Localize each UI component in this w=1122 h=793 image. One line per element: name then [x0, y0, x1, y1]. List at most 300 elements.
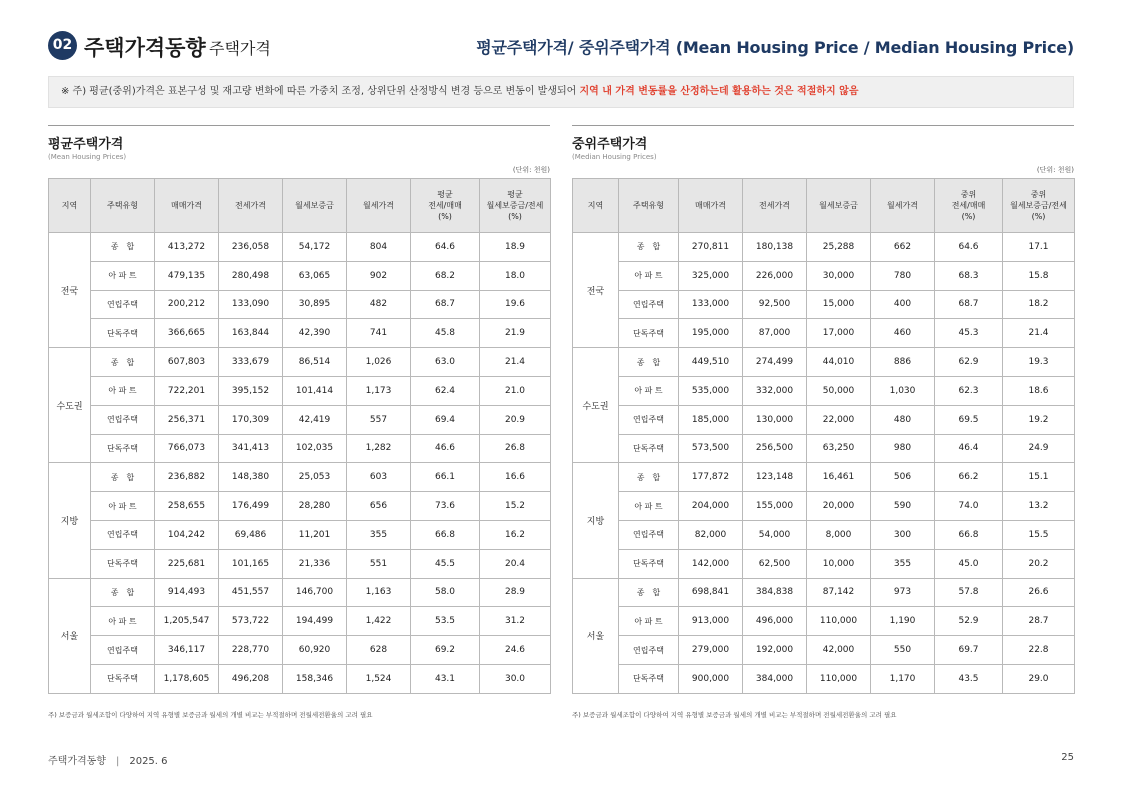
value-cell: 480	[871, 405, 935, 434]
value-cell: 74.0	[935, 492, 1003, 521]
value-cell: 66.1	[411, 463, 480, 492]
value-cell: 19.2	[1003, 405, 1075, 434]
value-cell: 451,557	[219, 578, 283, 607]
unit-label: (단위: 천원)	[512, 166, 550, 174]
section-number-badge: 02	[48, 31, 77, 60]
panel-divider	[572, 125, 1074, 126]
column-header: 월세가격	[871, 179, 935, 233]
value-cell: 19.3	[1003, 348, 1075, 377]
value-cell: 279,000	[679, 636, 743, 665]
value-cell: 53.5	[411, 607, 480, 636]
value-cell: 15.2	[480, 492, 551, 521]
mean-price-panel	[48, 125, 550, 694]
value-cell: 155,000	[743, 492, 807, 521]
value-cell: 87,000	[743, 319, 807, 348]
value-cell: 66.8	[935, 520, 1003, 549]
region-cell: 전국	[573, 233, 619, 348]
housing-type-cell: 종 합	[619, 463, 679, 492]
value-cell: 69.5	[935, 405, 1003, 434]
value-cell: 973	[871, 578, 935, 607]
table-row	[573, 376, 1075, 405]
value-cell: 804	[347, 233, 411, 262]
value-cell: 86,514	[283, 348, 347, 377]
table-row	[49, 434, 551, 463]
housing-type-cell: 종 합	[619, 233, 679, 262]
value-cell: 914,493	[155, 578, 219, 607]
value-cell: 1,026	[347, 348, 411, 377]
value-cell: 68.3	[935, 261, 1003, 290]
housing-type-cell: 종 합	[91, 233, 155, 262]
value-cell: 63,250	[807, 434, 871, 463]
value-cell: 58.0	[411, 578, 480, 607]
value-cell: 226,000	[743, 261, 807, 290]
housing-type-cell: 단독주택	[91, 319, 155, 348]
region-cell: 서울	[573, 578, 619, 693]
value-cell: 1,282	[347, 434, 411, 463]
table-row	[573, 549, 1075, 578]
value-cell: 204,000	[679, 492, 743, 521]
column-header: 매매가격	[679, 179, 743, 233]
value-cell: 45.5	[411, 549, 480, 578]
table-row	[49, 319, 551, 348]
value-cell: 902	[347, 261, 411, 290]
value-cell: 69,486	[219, 520, 283, 549]
value-cell: 26.8	[480, 434, 551, 463]
value-cell: 133,000	[679, 290, 743, 319]
value-cell: 496,208	[219, 664, 283, 693]
value-cell: 92,500	[743, 290, 807, 319]
value-cell: 69.2	[411, 636, 480, 665]
value-cell: 43.1	[411, 664, 480, 693]
column-header: 주택유형	[619, 179, 679, 233]
table-footnote: 주) 보증금과 월세조합이 다양하여 지역 유형별 보증금과 월세의 개별 비교는 부적절하며 전월세전환율의 고려 필요	[48, 711, 373, 719]
value-cell: 980	[871, 434, 935, 463]
table-row	[573, 607, 1075, 636]
table-row	[573, 348, 1075, 377]
column-header: 평균 월세보증금/전세 (%)	[480, 179, 551, 233]
page-footer	[48, 752, 168, 767]
table-row	[573, 636, 1075, 665]
table-row	[49, 492, 551, 521]
value-cell: 15.5	[1003, 520, 1075, 549]
page-header	[48, 28, 1074, 64]
value-cell: 20,000	[807, 492, 871, 521]
housing-type-cell: 아 파 트	[91, 492, 155, 521]
value-cell: 16.6	[480, 463, 551, 492]
value-cell: 130,000	[743, 405, 807, 434]
value-cell: 10,000	[807, 549, 871, 578]
housing-type-cell: 연립주택	[619, 405, 679, 434]
median-price-table	[572, 178, 1075, 694]
value-cell: 21.0	[480, 376, 551, 405]
table-body	[573, 233, 1075, 694]
value-cell: 900,000	[679, 664, 743, 693]
value-cell: 82,000	[679, 520, 743, 549]
value-cell: 1,524	[347, 664, 411, 693]
housing-type-cell: 아 파 트	[619, 261, 679, 290]
value-cell: 123,148	[743, 463, 807, 492]
value-cell: 557	[347, 405, 411, 434]
value-cell: 395,152	[219, 376, 283, 405]
value-cell: 256,500	[743, 434, 807, 463]
table-row	[49, 233, 551, 262]
table-title: 평균주택가격	[48, 137, 124, 152]
value-cell: 146,700	[283, 578, 347, 607]
value-cell: 101,165	[219, 549, 283, 578]
value-cell: 102,035	[283, 434, 347, 463]
value-cell: 50,000	[807, 376, 871, 405]
value-cell: 1,422	[347, 607, 411, 636]
value-cell: 1,163	[347, 578, 411, 607]
value-cell: 25,288	[807, 233, 871, 262]
value-cell: 30,000	[807, 261, 871, 290]
value-cell: 551	[347, 549, 411, 578]
housing-type-cell: 종 합	[91, 578, 155, 607]
value-cell: 573,500	[679, 434, 743, 463]
region-cell: 수도권	[573, 348, 619, 463]
section-subtitle: 주택가격	[209, 39, 271, 58]
table-row	[573, 290, 1075, 319]
housing-type-cell: 단독주택	[91, 664, 155, 693]
table-row	[49, 578, 551, 607]
value-cell: 400	[871, 290, 935, 319]
value-cell: 69.4	[411, 405, 480, 434]
housing-type-cell: 아 파 트	[619, 376, 679, 405]
value-cell: 64.6	[935, 233, 1003, 262]
value-cell: 63,065	[283, 261, 347, 290]
column-header: 중위 전세/매매 (%)	[935, 179, 1003, 233]
value-cell: 62.3	[935, 376, 1003, 405]
value-cell: 384,000	[743, 664, 807, 693]
page-heading: 평균주택가격/ 중위주택가격 (Mean Housing Price / Median Housing Price)	[476, 38, 1074, 57]
value-cell: 66.8	[411, 520, 480, 549]
value-cell: 30,895	[283, 290, 347, 319]
value-cell: 30.0	[480, 664, 551, 693]
value-cell: 333,679	[219, 348, 283, 377]
value-cell: 28.9	[480, 578, 551, 607]
housing-type-cell: 아 파 트	[91, 607, 155, 636]
value-cell: 1,205,547	[155, 607, 219, 636]
value-cell: 228,770	[219, 636, 283, 665]
value-cell: 20.2	[1003, 549, 1075, 578]
value-cell: 18.6	[1003, 376, 1075, 405]
value-cell: 628	[347, 636, 411, 665]
value-cell: 21.4	[1003, 319, 1075, 348]
table-footnote: 주) 보증금과 월세조합이 다양하여 지역 유형별 보증금과 월세의 개별 비교는 부적절하며 전월세전환율의 고려 필요	[572, 711, 897, 719]
housing-type-cell: 아 파 트	[91, 376, 155, 405]
value-cell: 16.2	[480, 520, 551, 549]
value-cell: 11,201	[283, 520, 347, 549]
value-cell: 300	[871, 520, 935, 549]
notice-text: ※ 주) 평균(중위)가격은 표본구성 및 재고량 변화에 따른 가중치 조정, 상위단위 산정방식 변경 등으로 변동이 발생되어	[61, 86, 580, 97]
value-cell: 170,309	[219, 405, 283, 434]
value-cell: 780	[871, 261, 935, 290]
value-cell: 741	[347, 319, 411, 348]
table-row	[573, 463, 1075, 492]
value-cell: 886	[871, 348, 935, 377]
housing-type-cell: 아 파 트	[619, 492, 679, 521]
value-cell: 449,510	[679, 348, 743, 377]
value-cell: 158,346	[283, 664, 347, 693]
value-cell: 28.7	[1003, 607, 1075, 636]
table-body	[49, 233, 551, 694]
value-cell: 87,142	[807, 578, 871, 607]
value-cell: 25,053	[283, 463, 347, 492]
value-cell: 346,117	[155, 636, 219, 665]
housing-type-cell: 연립주택	[619, 290, 679, 319]
housing-type-cell: 연립주택	[619, 636, 679, 665]
value-cell: 355	[871, 549, 935, 578]
column-header: 월세가격	[347, 179, 411, 233]
value-cell: 177,872	[679, 463, 743, 492]
value-cell: 192,000	[743, 636, 807, 665]
value-cell: 62.4	[411, 376, 480, 405]
table-row	[49, 607, 551, 636]
value-cell: 913,000	[679, 607, 743, 636]
value-cell: 57.8	[935, 578, 1003, 607]
table-row	[49, 463, 551, 492]
value-cell: 258,655	[155, 492, 219, 521]
value-cell: 15.8	[1003, 261, 1075, 290]
housing-type-cell: 단독주택	[91, 434, 155, 463]
column-header: 주택유형	[91, 179, 155, 233]
housing-type-cell: 종 합	[619, 578, 679, 607]
value-cell: 607,803	[155, 348, 219, 377]
value-cell: 274,499	[743, 348, 807, 377]
value-cell: 21.4	[480, 348, 551, 377]
value-cell: 44,010	[807, 348, 871, 377]
value-cell: 355	[347, 520, 411, 549]
region-cell: 서울	[49, 578, 91, 693]
footer-publication: 주택가격동향	[48, 756, 106, 767]
value-cell: 45.3	[935, 319, 1003, 348]
value-cell: 46.6	[411, 434, 480, 463]
housing-type-cell: 종 합	[91, 463, 155, 492]
notice-highlight: 지역 내 가격 변동률을 산정하는데 활용하는 것은 적절하지 않음	[579, 86, 859, 97]
value-cell: 236,058	[219, 233, 283, 262]
value-cell: 26.6	[1003, 578, 1075, 607]
value-cell: 73.6	[411, 492, 480, 521]
column-header: 전세가격	[743, 179, 807, 233]
value-cell: 42,000	[807, 636, 871, 665]
value-cell: 163,844	[219, 319, 283, 348]
housing-type-cell: 연립주택	[91, 405, 155, 434]
value-cell: 64.6	[411, 233, 480, 262]
table-row	[49, 636, 551, 665]
value-cell: 8,000	[807, 520, 871, 549]
value-cell: 24.9	[1003, 434, 1075, 463]
mean-price-table	[48, 178, 551, 694]
unit-label: (단위: 천원)	[1036, 166, 1074, 174]
value-cell: 662	[871, 233, 935, 262]
table-row	[573, 233, 1075, 262]
value-cell: 63.0	[411, 348, 480, 377]
value-cell: 60,920	[283, 636, 347, 665]
housing-type-cell: 연립주택	[91, 636, 155, 665]
page-number: 25	[1061, 752, 1074, 763]
value-cell: 19.6	[480, 290, 551, 319]
value-cell: 200,212	[155, 290, 219, 319]
column-header: 월세보증금	[283, 179, 347, 233]
value-cell: 24.6	[480, 636, 551, 665]
value-cell: 656	[347, 492, 411, 521]
table-header-row	[49, 179, 551, 233]
value-cell: 68.2	[411, 261, 480, 290]
column-header: 전세가격	[219, 179, 283, 233]
housing-type-cell: 아 파 트	[619, 607, 679, 636]
value-cell: 54,172	[283, 233, 347, 262]
value-cell: 110,000	[807, 607, 871, 636]
value-cell: 52.9	[935, 607, 1003, 636]
value-cell: 22.8	[1003, 636, 1075, 665]
value-cell: 479,135	[155, 261, 219, 290]
table-row	[573, 492, 1075, 521]
housing-type-cell: 단독주택	[619, 434, 679, 463]
region-cell: 지방	[573, 463, 619, 578]
table-row	[49, 376, 551, 405]
value-cell: 42,419	[283, 405, 347, 434]
value-cell: 766,073	[155, 434, 219, 463]
value-cell: 506	[871, 463, 935, 492]
value-cell: 1,178,605	[155, 664, 219, 693]
value-cell: 66.2	[935, 463, 1003, 492]
table-row	[49, 405, 551, 434]
table-subtitle: (Mean Housing Prices)	[48, 153, 127, 161]
value-cell: 722,201	[155, 376, 219, 405]
table-row	[49, 348, 551, 377]
value-cell: 18.2	[1003, 290, 1075, 319]
column-header: 매매가격	[155, 179, 219, 233]
value-cell: 62.9	[935, 348, 1003, 377]
table-row	[49, 520, 551, 549]
value-cell: 256,371	[155, 405, 219, 434]
value-cell: 18.9	[480, 233, 551, 262]
value-cell: 1,030	[871, 376, 935, 405]
value-cell: 603	[347, 463, 411, 492]
table-row	[49, 549, 551, 578]
housing-type-cell: 연립주택	[619, 520, 679, 549]
value-cell: 21.9	[480, 319, 551, 348]
table-row	[573, 405, 1075, 434]
value-cell: 101,414	[283, 376, 347, 405]
value-cell: 225,681	[155, 549, 219, 578]
value-cell: 176,499	[219, 492, 283, 521]
value-cell: 45.0	[935, 549, 1003, 578]
value-cell: 413,272	[155, 233, 219, 262]
table-row	[573, 434, 1075, 463]
region-cell: 수도권	[49, 348, 91, 463]
region-cell: 지방	[49, 463, 91, 578]
column-header: 월세보증금	[807, 179, 871, 233]
value-cell: 21,336	[283, 549, 347, 578]
value-cell: 17.1	[1003, 233, 1075, 262]
table-title: 중위주택가격	[572, 137, 648, 152]
section-title: 주택가격동향	[84, 36, 206, 60]
value-cell: 68.7	[935, 290, 1003, 319]
table-subtitle: (Median Housing Prices)	[572, 153, 657, 161]
value-cell: 42,390	[283, 319, 347, 348]
table-row	[49, 664, 551, 693]
value-cell: 28,280	[283, 492, 347, 521]
value-cell: 195,000	[679, 319, 743, 348]
value-cell: 46.4	[935, 434, 1003, 463]
value-cell: 69.7	[935, 636, 1003, 665]
table-row	[573, 578, 1075, 607]
notice-box	[48, 76, 1074, 108]
value-cell: 1,173	[347, 376, 411, 405]
value-cell: 148,380	[219, 463, 283, 492]
median-price-panel	[572, 125, 1074, 694]
value-cell: 68.7	[411, 290, 480, 319]
value-cell: 20.4	[480, 549, 551, 578]
value-cell: 332,000	[743, 376, 807, 405]
region-cell: 전국	[49, 233, 91, 348]
value-cell: 341,413	[219, 434, 283, 463]
value-cell: 270,811	[679, 233, 743, 262]
value-cell: 43.5	[935, 664, 1003, 693]
table-row	[573, 664, 1075, 693]
value-cell: 17,000	[807, 319, 871, 348]
value-cell: 142,000	[679, 549, 743, 578]
panel-divider	[48, 125, 550, 126]
value-cell: 698,841	[679, 578, 743, 607]
housing-type-cell: 연립주택	[91, 290, 155, 319]
value-cell: 366,665	[155, 319, 219, 348]
column-header: 지역	[49, 179, 91, 233]
housing-type-cell: 단독주택	[619, 664, 679, 693]
table-row	[573, 520, 1075, 549]
value-cell: 535,000	[679, 376, 743, 405]
value-cell: 45.8	[411, 319, 480, 348]
value-cell: 13.2	[1003, 492, 1075, 521]
value-cell: 15,000	[807, 290, 871, 319]
value-cell: 573,722	[219, 607, 283, 636]
column-header: 지역	[573, 179, 619, 233]
housing-type-cell: 단독주택	[619, 319, 679, 348]
housing-type-cell: 종 합	[619, 348, 679, 377]
table-row	[573, 261, 1075, 290]
value-cell: 104,242	[155, 520, 219, 549]
table-row	[49, 290, 551, 319]
table-row	[573, 319, 1075, 348]
value-cell: 325,000	[679, 261, 743, 290]
value-cell: 22,000	[807, 405, 871, 434]
value-cell: 496,000	[743, 607, 807, 636]
value-cell: 29.0	[1003, 664, 1075, 693]
housing-type-cell: 연립주택	[91, 520, 155, 549]
value-cell: 236,882	[155, 463, 219, 492]
footer-separator: |	[115, 756, 120, 767]
value-cell: 31.2	[480, 607, 551, 636]
value-cell: 62,500	[743, 549, 807, 578]
value-cell: 110,000	[807, 664, 871, 693]
housing-type-cell: 단독주택	[619, 549, 679, 578]
value-cell: 384,838	[743, 578, 807, 607]
value-cell: 482	[347, 290, 411, 319]
value-cell: 1,190	[871, 607, 935, 636]
housing-type-cell: 아 파 트	[91, 261, 155, 290]
value-cell: 194,499	[283, 607, 347, 636]
value-cell: 180,138	[743, 233, 807, 262]
column-header: 평균 전세/매매 (%)	[411, 179, 480, 233]
value-cell: 590	[871, 492, 935, 521]
housing-type-cell: 단독주택	[91, 549, 155, 578]
column-header: 중위 월세보증금/전세 (%)	[1003, 179, 1075, 233]
value-cell: 133,090	[219, 290, 283, 319]
value-cell: 15.1	[1003, 463, 1075, 492]
value-cell: 550	[871, 636, 935, 665]
housing-type-cell: 종 합	[91, 348, 155, 377]
